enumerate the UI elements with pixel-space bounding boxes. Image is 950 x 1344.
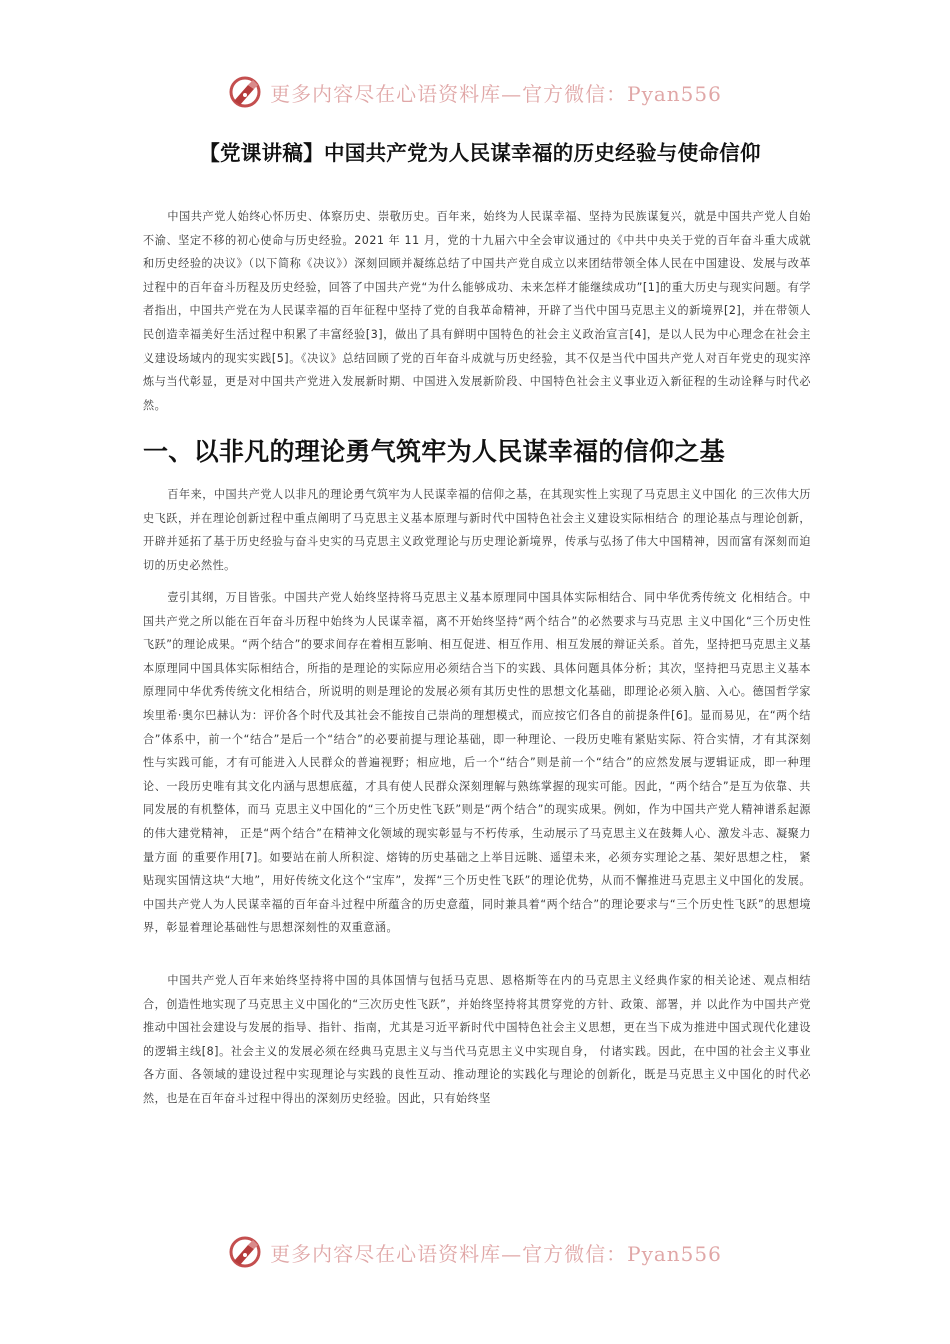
footer-watermark-banner bbox=[0, 1232, 950, 1272]
section-paragraph-1: 百年来，中国共产党人以非凡的理论勇气筑牢为人民谋幸福的信仰之基，在其现实性上实现了马克思主义中国化 的三次伟大历史飞跃，并在理论创新过程中重点阐明了马克思主义基本原理与新时代中国特色社会主义建设实际相结合 的理论基点与理论创新，开辟并延拓了基于历史经验与奋斗史实的马克思主义政党理论与历史理论新境界，传承与弘扬了伟大中国精神，因而富有深刻而迫切的历史必然性。 bbox=[143, 488, 811, 572]
document-title: 【党课讲稿】中国共产党为人民谋幸福的历史经验与使命信仰 bbox=[199, 141, 761, 165]
section-paragraph-2: 壹引其纲，万目皆张。中国共产党人始终坚持将马克思主义基本原理同中国具体实际相结合、同中华优秀传统文 化相结合。中国共产党之所以能在百年奋斗历程中始终为人民谋幸福，离不开始终坚持“两个结合”的必然要求与马克思 主义中国化“三个历史性飞跃”的理论成果。“两个结合”的要求间存在着相互影响、相互促进、相互作用、相互发展的辩证关系。首先，坚持把马克思主义基本原理同中国具体实际相结合，所指的是理论的实际应用必须结合当下的实践、具体问题具体分析；其次，坚持把马克思主义基本原理同中华优秀传统文化相结合，所说明的则是理论的发展必须有其历史性的思想文化基础，即理论必须入脑、入心。德国哲学家埃里希·奥尔巴赫认为：评价各个时代及其社会不能按自己崇尚的理想模式，而应按它们各自的前提条件[6]。显而易见，在“两个结合”体系中，前一个“结合”是后一个“结合”的必要前提与理论基础，即一种理论、一段历史唯有紧贴实际、符合实情，才有其深刻性与实践可能，才有可能进入人民群众的普遍视野；相应地，后一个“结合”则是前一个“结合”的应然发展与逻辑证成，即一种理论、一段历史唯有其文化内涵与思想底蕴，才具有使人民群众深刻理解与熟练掌握的现实可能。因此，“两个结合”是互为依靠、共同发展的有机整体，而马 克思主义中国化的“三个历史性飞跃”则是“两个结合”的现实成果。例如，作为中国共产党人精神谱系起源的伟大建党精神， 正是“两个结合”在精神文化领域的现实彰显与不朽传承，生动展示了马克思主义在鼓舞人心、激发斗志、凝聚力量方面 的重要作用[7]。如要站在前人所积淀、熔铸的历史基础之上举目远眺、遥望未来，必须夯实理论之基、架好思想之柱， 紧贴现实国情这块“大地”，用好传统文化这个“宝库”，发挥“三个历史性飞跃”的理论优势，从而不懈推进马克思主义中国化的发展。中国共产党人为人民谋幸福的百年奋斗过程中所蕴含的历史意蕴，同时兼具着“两个结合”的理论要求与“三个历史性飞跃”的思想境界，彰显着理论基础性与思想深刻性的双重意涵。 bbox=[143, 591, 811, 935]
section-paragraph-block bbox=[143, 969, 811, 1111]
pen-nib-logo-icon bbox=[228, 1235, 262, 1269]
intro-paragraph-block bbox=[143, 205, 811, 417]
section-paragraph-block bbox=[143, 483, 811, 577]
intro-paragraph: 中国共产党人始终心怀历史、体察历史、崇敬历史。百年来，始终为人民谋幸福、坚持为民族谋复兴，就是中国共产党人自始不渝、坚定不移的初心使命与历史经验。2021 年 11 月，党的十九届六中全会审议通过的《中共中央关于党的百年奋斗重大成就和历史经验的决议》（以下简称《决议》）深刻回顾并凝练总结了中国共产党自成立以来团结带领全体人民在中国建设、发展与改革过程中的百年奋斗历程及历史经验，回答了中国共产党“为什么能够成功、未来怎样才能继续成功”[1]的重大历史与现实问题。有学者指出，中国共产党在为人民谋幸福的百年征程中坚持了党的自我革命精神，开辟了当代中国马克思主义的新境界[2]，并在带领人民创造幸福美好生活过程中积累了丰富经验[3]，做出了具有鲜明中国特色的社会主义政治宣言[4]，是以人民为中心理念在社会主义建设场域内的现实实践[5]。《决议》总结回顾了党的百年奋斗成就与历史经验，其不仅是当代中国共产党人对百年党史的现实淬炼与当代彰显，更是对中国共产党进入发展新时期、中国进入发展新阶段、中国特色社会主义事业迈入新征程的生动诠释与时代必然。 bbox=[143, 210, 811, 412]
pen-nib-logo-icon bbox=[228, 75, 262, 109]
section-paragraph-3: 中国共产党人百年来始终坚持将中国的具体国情与包括马克思、恩格斯等在内的马克思主义经典作家的相关论述、观点相结合，创造性地实现了马克思主义中国化的“三次历史性飞跃”，并始终坚持将其贯穿党的方针、政策、部署，并 以此作为中国共产党推动中国社会建设与发展的指导、指针、指南，尤其是习近平新时代中国特色社会主义思想，更在当下成为推进中国式现代化建设的逻辑主线[8]。社会主义的发展必须在经典马克思主义与当代马克思主义中实现自身， 付诸实践。因此，在中国的社会主义事业各方面、各领域的建设过程中实现理论与实践的良性互动、推动理论的实践化与理论的创新化，既是马克思主义中国化的时代必然，也是在百年奋斗过程中得出的深刻历史经验。因此，只有始终坚 bbox=[143, 974, 811, 1105]
section-paragraph-block bbox=[143, 586, 811, 940]
watermark-text: 更多内容尽在心语资料库—官方微信：Pyan556 bbox=[270, 1241, 722, 1266]
header-watermark-banner bbox=[0, 72, 950, 112]
section-heading: 一、以非凡的理论勇气筑牢为人民谋幸福的信仰之基 bbox=[143, 437, 725, 466]
watermark-text: 更多内容尽在心语资料库—官方微信：Pyan556 bbox=[270, 81, 722, 106]
